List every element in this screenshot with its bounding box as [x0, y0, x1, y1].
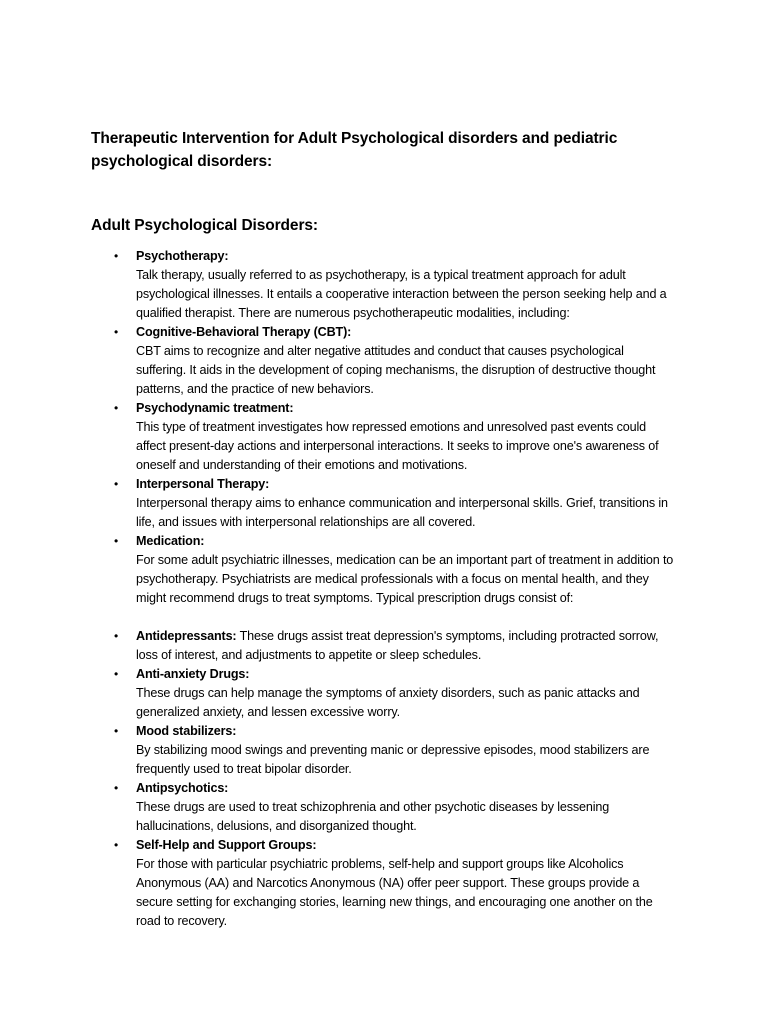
item-title: Anti-anxiety Drugs:	[136, 667, 250, 681]
bullet-icon: •	[114, 724, 119, 738]
item-title: Antidepressants:	[136, 629, 237, 643]
list-item	[114, 399, 676, 475]
list-item	[114, 475, 676, 532]
item-body: This type of treatment investigates how repressed emotions and unresolved past events could affect present-day actions and interpersonal interactions. It seeks to improve one's awareness of oneself and understanding of their emotions and motivations.	[136, 420, 659, 472]
list-item	[114, 722, 676, 779]
bullet-icon: •	[114, 325, 119, 339]
bullet-icon: •	[114, 401, 119, 415]
list-item	[114, 836, 676, 931]
list-item	[114, 323, 676, 399]
list-item	[114, 627, 676, 665]
bullet-icon: •	[114, 838, 119, 852]
list-item	[114, 532, 676, 608]
item-title: Mood stabilizers:	[136, 724, 237, 738]
item-body: These drugs assist treat depression's symptoms, including protracted sorrow, loss of interest, and adjustments to appetite or sleep schedules.	[136, 629, 659, 662]
bullet-icon: •	[114, 534, 119, 548]
list-item	[114, 665, 676, 722]
section-heading: Adult Psychological Disorders:	[91, 217, 318, 234]
bullet-icon: •	[114, 629, 119, 643]
item-title: Interpersonal Therapy:	[136, 477, 270, 491]
item-body: By stabilizing mood swings and preventing manic or depressive episodes, mood stabilizers are frequently used to treat bipolar disorder.	[136, 743, 650, 776]
bullet-icon: •	[114, 249, 119, 263]
item-title: Cognitive-Behavioral Therapy (CBT):	[136, 325, 352, 339]
item-title: Medication:	[136, 534, 205, 548]
item-title: Psychotherapy:	[136, 249, 229, 263]
bullet-icon: •	[114, 667, 119, 681]
list-item	[114, 247, 676, 323]
item-title: Self-Help and Support Groups:	[136, 838, 317, 852]
item-body: CBT aims to recognize and alter negative attitudes and conduct that causes psychological suffering. It aids in the development of coping mechanisms, the disruption of destructive thought patterns, and the practice of new behaviors.	[136, 344, 656, 396]
item-body: Interpersonal therapy aims to enhance communication and interpersonal skills. Grief, transitions in life, and issues with interpersonal relationships are all covered.	[136, 496, 668, 529]
item-title: Antipsychotics:	[136, 781, 229, 795]
item-body: For those with particular psychiatric problems, self-help and support groups like Alcoholics Anonymous (AA) and Narcotics Anonymous (NA) offer peer support. These groups provide a secure setting for exchanging stories, learning new things, and encouraging one another on the road to recovery.	[136, 857, 653, 928]
list-item	[114, 779, 676, 836]
document-title: Therapeutic Intervention for Adult Psychological disorders and pediatric psychological disorders:	[91, 130, 618, 170]
item-body: For some adult psychiatric illnesses, medication can be an important part of treatment in addition to psychotherapy. Psychiatrists are medical professionals with a focus on mental health, and they might recommend drugs to treat symptoms. Typical prescription drugs consist of:	[136, 553, 674, 605]
item-body: These drugs can help manage the symptoms of anxiety disorders, such as panic attacks and generalized anxiety, and lessen excessive worry.	[136, 686, 640, 719]
bullet-icon: •	[114, 477, 119, 491]
item-body: These drugs are used to treat schizophrenia and other psychotic diseases by lessening hallucinations, delusions, and disorganized thought.	[136, 800, 610, 833]
bullet-icon: •	[114, 781, 119, 795]
item-body: Talk therapy, usually referred to as psychotherapy, is a typical treatment approach for adult psychological illnesses. It entails a cooperative interaction between the person seeking help and a qualified therapist. There are numerous psychotherapeutic modalities, including:	[136, 268, 667, 320]
item-title: Psychodynamic treatment:	[136, 401, 294, 415]
